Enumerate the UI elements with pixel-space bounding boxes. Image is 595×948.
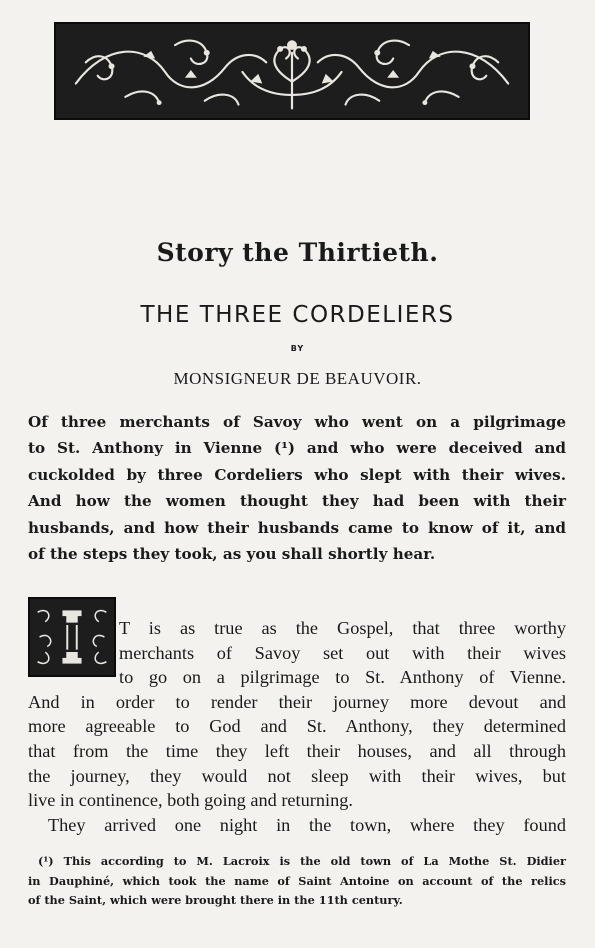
story-body	[28, 616, 566, 837]
summary-line: Of three merchants of Savoy who went on a pilgrimage	[28, 413, 566, 431]
summary-line: cuckolded by three Cordeliers who slept with their wives.	[28, 465, 566, 484]
drop-cap-letter: I	[62, 615, 82, 663]
body-line: more agreeable to God and St. Anthony, they determined	[28, 716, 566, 737]
page-title: THE THREE CORDELIERS	[140, 302, 455, 328]
body-line: merchants of Savoy set out with their wives	[119, 642, 566, 663]
body-line: that from the time they left their houses, and all through	[28, 740, 566, 761]
author-name: MONSIGNEUR DE BEAUVOIR.	[173, 369, 422, 388]
footnote-line: (¹) This according to M. Lacroix is the old town of La Mothe St. Didier	[38, 854, 566, 868]
chapter-summary	[28, 409, 566, 567]
body-line: T is as true as the Gospel, that three worthy	[119, 618, 566, 638]
body-line: They arrived one night in the town, where they found	[48, 814, 566, 835]
body-line: And in order to render their journey more devout and	[28, 691, 566, 712]
ornamental-header-banner	[54, 22, 530, 120]
footnote-line: in Dauphiné, which took the name of Saint Antoine on account of the relics	[28, 873, 566, 888]
body-line: to go on a pilgrimage to St. Anthony of Vienne.	[119, 667, 566, 688]
summary-line: husbands, and how their husbands came to know of it, and	[28, 518, 566, 537]
body-line: live in continence, both going and returning.	[28, 790, 353, 811]
summary-line: of the steps they took, as you shall shortly hear.	[28, 545, 436, 564]
body-line: the journey, they would not sleep with their wives, but	[28, 765, 566, 786]
by-label: BY	[290, 344, 305, 353]
summary-line: And how the women thought they had been with their	[28, 492, 566, 511]
summary-line: to St. Anthony in Vienne (¹) and who were deceived and	[28, 439, 566, 458]
footnote-line: of the Saint, which were brought there in the 11th century.	[28, 893, 403, 907]
footnote	[28, 852, 566, 911]
story-heading: Story the Thirtieth.	[156, 238, 439, 267]
floral-ornament-icon	[56, 24, 528, 118]
